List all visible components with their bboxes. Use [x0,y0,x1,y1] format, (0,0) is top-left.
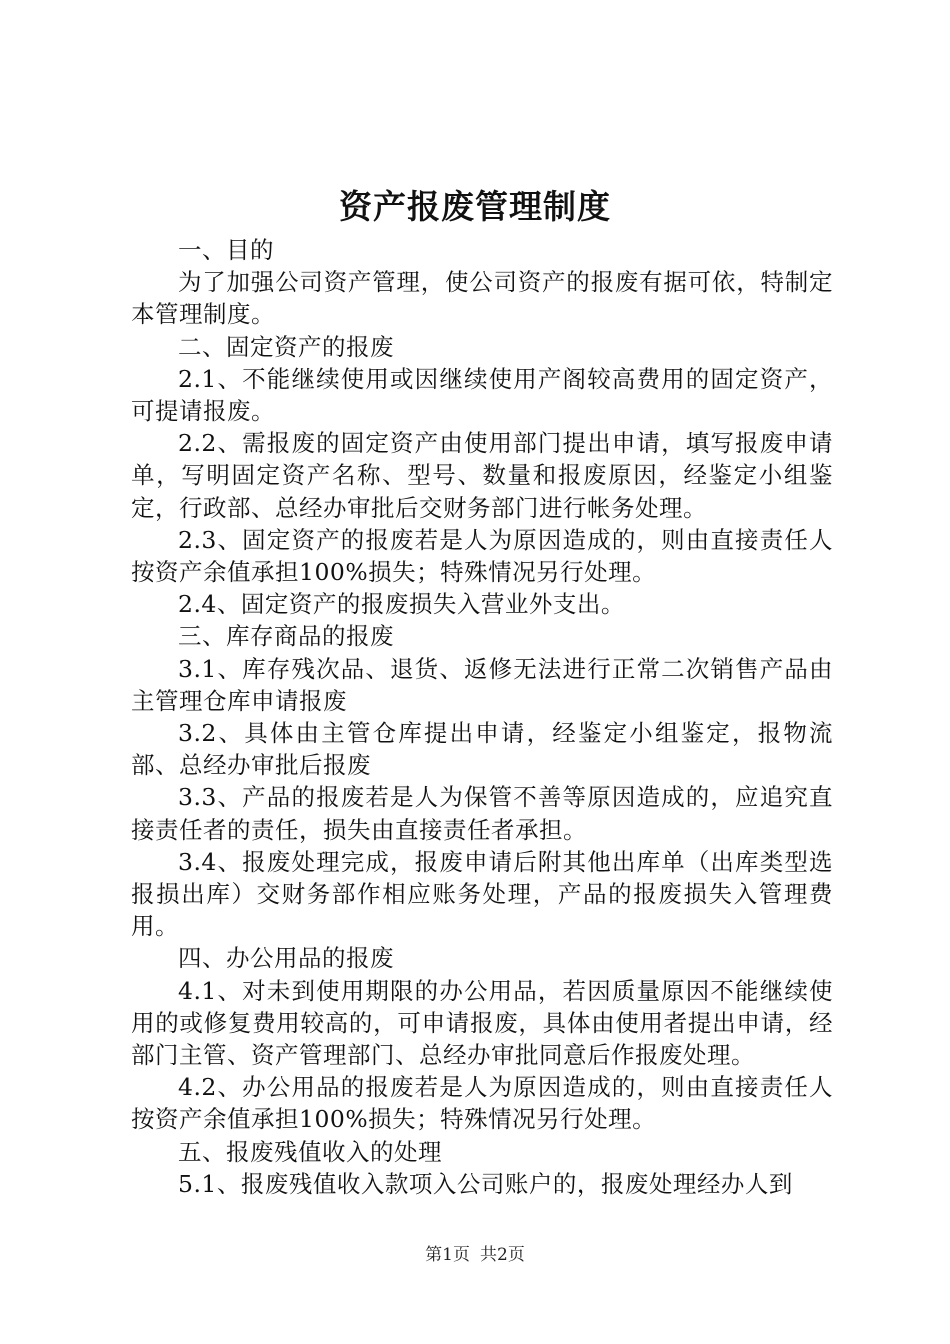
paragraph: 4.1、对未到使用期限的办公用品，若因质量原因不能继续使用的或修复费用较高的，可申请报废，具体由使用者提出申请，经部门主管、资产管理部门、总经办审批同意后作报废处理。 [131,976,833,1070]
paragraph: 2.3、固定资产的报废若是人为原因造成的，则由直接责任人按资产余值承担100%损失；特殊情况另行处理。 [131,525,833,587]
paragraph: 3.2、具体由主管仓库提出申请，经鉴定小组鉴定，报物流部、总经办审批后报废 [131,719,833,780]
paragraph: 3.1、库存残次品、退货、返修无法进行正常二次销售产品由主管理仓库申请报废 [131,654,833,715]
paragraph: 2.2、需报废的固定资产由使用部门提出申请，填写报废申请单，写明固定资产名称、型号、数量和报废原因，经鉴定小组鉴定，行政部、总经办审批后交财务部门进行帐务处理。 [131,429,833,522]
document-body [131,234,833,1200]
section-heading: 三、库存商品的报废 [178,622,394,651]
section-heading: 五、报废残值收入的处理 [178,1137,442,1166]
page-number: 第1页 [425,1245,470,1265]
paragraph: 5.1、报废残值收入款项入公司账户的，报废处理经办人到 [178,1169,793,1198]
section-heading: 四、办公用品的报废 [178,944,394,973]
page-total: 共2页 [480,1245,525,1265]
page-footer [0,1244,950,1266]
paragraph: 2.1、不能继续使用或因继续使用产阁较高费用的固定资产，可提请报废。 [131,364,833,426]
section-heading: 一、目的 [178,236,274,264]
paragraph: 为了加强公司资产管理，使公司资产的报废有据可依，特制定本管理制度。 [131,268,833,329]
paragraph: 3.3、产品的报废若是人为保管不善等原因造成的，应追究直接责任者的责任，损失由直接责任者承担。 [131,783,833,844]
paragraph: 3.4、报废处理完成，报废申请后附其他出库单（出库类型选报损出库）交财务部作相应账务处理，产品的报废损失入管理费用。 [131,847,833,941]
paragraph: 2.4、固定资产的报废损失入营业外支出。 [178,590,625,619]
section-heading: 二、固定资产的报废 [178,332,394,361]
document-title: 资产报废管理制度 [339,187,611,226]
paragraph: 4.2、办公用品的报废若是人为原因造成的，则由直接责任人按资产余值承担100%损失；特殊情况另行处理。 [131,1073,833,1134]
